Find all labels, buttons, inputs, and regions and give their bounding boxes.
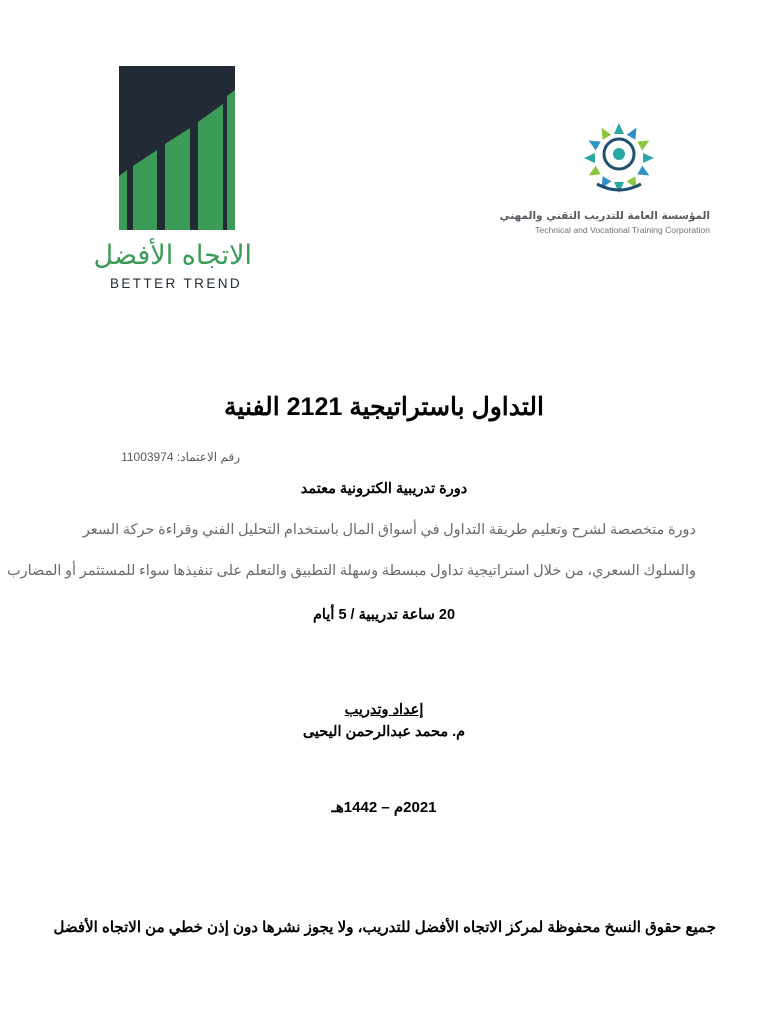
prepared-by-heading — [0, 702, 768, 718]
course-description-line-2: والسلوك السعري، من خلال استراتيجية تداول مبسطة وسهلة التطبيق والتعلم على تنفيذها سواء للمستثمر أو المضارب — [6, 563, 696, 579]
course-type: دورة تدريبية الكترونية معتمد — [300, 481, 468, 497]
accreditation-label: رقم الاعتماد: — [176, 450, 240, 464]
trainer-name: م. محمد عبدالرحمن اليحيى — [302, 724, 466, 740]
better-trend-logo — [93, 66, 252, 296]
course-description-line-1: دورة متخصصة لشرح وتعليم طريقة التداول في أسواق المال باستخدام التحليل الفني وقراءة حركة السعر — [82, 522, 696, 538]
tvtc-star-emblem-icon — [584, 118, 654, 198]
accreditation-line — [121, 450, 240, 464]
accreditation-number: 11003974 — [121, 450, 174, 464]
better-trend-chart-icon — [119, 66, 235, 230]
tvtc-logo — [499, 118, 720, 242]
better-trend-arabic-name: الاتجاه الأفضل — [93, 240, 252, 271]
tvtc-english-name: Technical and Vocational Training Corporation — [535, 225, 710, 235]
document-date: 2021م – 1442هـ — [331, 799, 437, 816]
better-trend-english-name: BETTER TREND — [109, 276, 243, 291]
document-title: التداول باستراتيجية 2121 الفنية — [224, 393, 544, 421]
course-duration: 20 ساعة تدريبية / 5 أيام — [312, 607, 456, 623]
copyright-notice: جميع حقوق النسخ محفوظة لمركز الاتجاه الأفضل للتدريب، ولا يجوز نشرها دون إذن خطي من الاتجاه الأفضل — [53, 919, 716, 936]
prepared-by-label: إعداد وتدريب — [344, 702, 424, 718]
tvtc-arabic-name: المؤسسة العامة للتدريب التقني والمهني — [499, 210, 710, 222]
